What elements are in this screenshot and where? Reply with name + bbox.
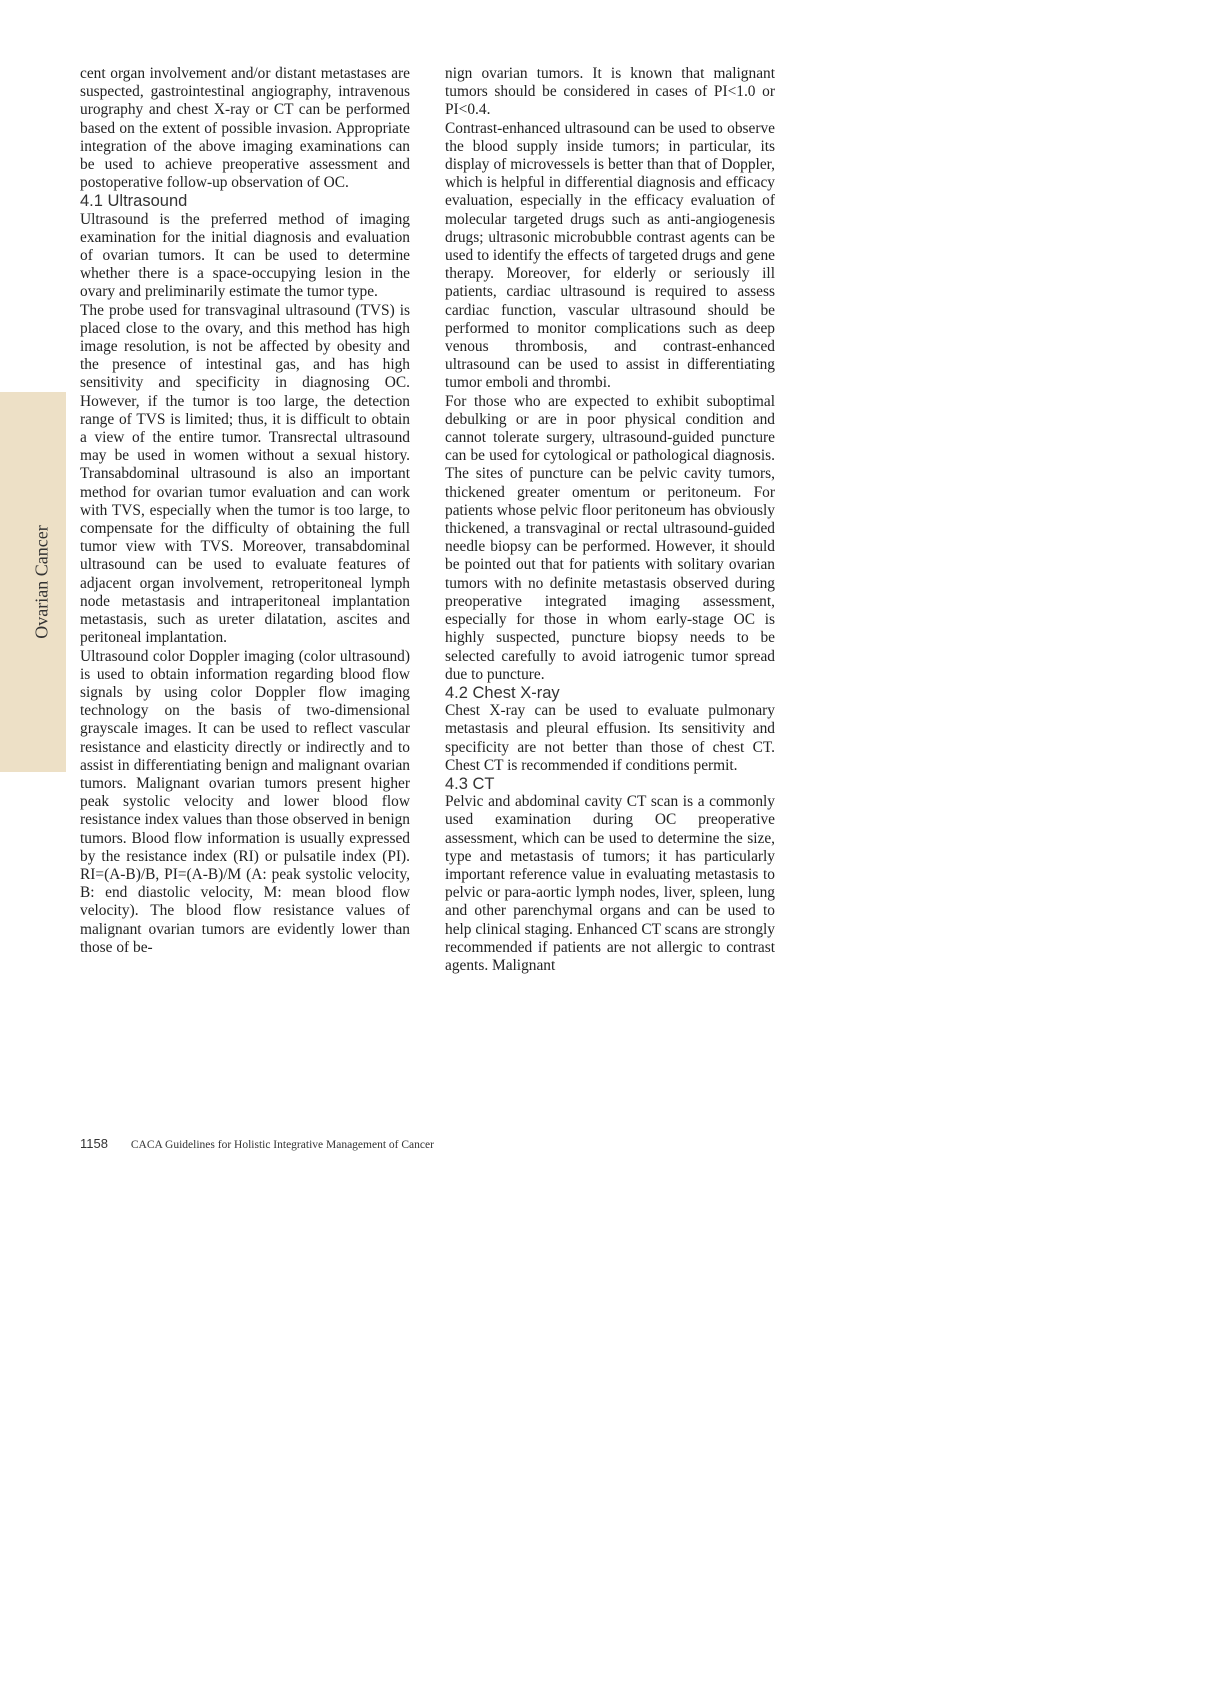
page-number: 1158	[80, 1136, 108, 1151]
section-heading-ct: 4.3 CT	[445, 774, 495, 793]
paragraph-guided-puncture: For those who are expected to exhibit suboptimal debulking or are in poor physical condition and cannot tolerate surgery, ultrasound-guided puncture can be used for cytological or pathological diagnosis. The sites of puncture can be pelvic cavity tumors, thickened greater omentum or peritoneum. For patients whose pelvic floor peritoneum has obviously thickened, a transvaginal or rectal ultrasound-guided needle biopsy can be performed. However, it should be pointed out that for patients with solitary ovarian tumors with no definite metastasis observed during preoperative integrated imaging assessment, especially for those in whom early-stage OC is highly suspected, puncture biopsy needs to be selected carefully to avoid iatrogenic tumor spread due to puncture.	[445, 392, 775, 683]
paragraph-continued: nign ovarian tumors. It is known that malignant tumors should be considered in cases of PI<1.0 or PI<0.4.	[445, 65, 775, 119]
paragraph-ct: Pelvic and abdominal cavity CT scan is a commonly used examination during OC preoperative assessment, which can be used to determine the size, type and metastasis of tumors; it has particularly important reference value in evaluating metastasis to pelvic or para-aortic lymph nodes, liver, spleen, lung and other parenchymal organs and can be used to help clinical staging. Enhanced CT scans are strongly recommended if patients are not allergic to contrast agents. Malignant	[445, 793, 775, 974]
side-tab-label: Ovarian Cancer	[31, 525, 52, 639]
left-column	[80, 65, 410, 957]
paragraph-chest-xray: Chest X-ray can be used to evaluate pulmonary metastasis and pleural effusion. Its sensitivity and specificity are not better than those of chest CT. Chest CT is recommended if conditions permit.	[445, 702, 775, 774]
paragraph-color-doppler: Ultrasound color Doppler imaging (color ultrasound) is used to obtain information regarding blood flow signals by using color Doppler flow imaging technology on the basis of two-dimensional grayscale images. It can be used to reflect vascular resistance and elasticity directly or indirectly and to assist in differentiating benign and malignant ovarian tumors. Malignant ovarian tumors present higher peak systolic velocity and lower blood flow resistance index values than those observed in benign tumors. Blood flow information is usually expressed by the resistance index (RI) or pulsatile index (PI). RI=(A-B)/B, PI=(A-B)/M (A: peak systolic velocity, B: end diastolic velocity, M: mean blood flow velocity). The blood flow resistance values of malignant ovarian tumors are evidently lower than those of be-	[80, 647, 410, 956]
paragraph-transvaginal-ultrasound: The probe used for transvaginal ultrasound (TVS) is placed close to the ovary, and this method has high image resolution, is not be affected by obesity and the presence of intestinal gas, and has high sensitivity and specificity in diagnosing OC. However, if the tumor is too large, the detection range of TVS is limited; thus, it is difficult to obtain a view of the entire tumor. Transrectal ultrasound may be used in women without a sexual history. Transabdominal ultrasound is also an important method for ovarian tumor evaluation and can work with TVS, especially when the tumor is too large, to compensate for the difficulty of obtaining the full tumor view with TVS. Moreover, transabdominal ultrasound can be used to evaluate features of adjacent organ involvement, retroperitoneal lymph node metastasis and intraperitoneal implantation metastasis, such as ureter dilatation, ascites and peritoneal implantation.	[80, 301, 410, 647]
paragraph-ultrasound-overview: Ultrasound is the preferred method of imaging examination for the initial diagnosis and evaluation of ovarian tumors. It can be used to determine whether there is a space-occupying lesion in the ovary and preliminarily estimate the tumor type.	[80, 210, 410, 301]
running-title: CACA Guidelines for Holistic Integrative Management of Cancer	[130, 1139, 434, 1151]
section-heading-ultrasound: 4.1 Ultrasound	[80, 192, 188, 211]
page-footer	[80, 1136, 434, 1151]
paragraph-intro: cent organ involvement and/or distant metastases are suspected, gastrointestinal angiography, intravenous urography and chest X-ray or CT can be performed based on the extent of possible invasion. Appropriate integration of the above imaging examinations can be used to achieve preoperative assessment and postoperative follow-up observation of OC.	[80, 65, 410, 192]
section-heading-chest-xray: 4.2 Chest X-ray	[445, 683, 560, 702]
paragraph-contrast-ultrasound: Contrast-enhanced ultrasound can be used to observe the blood supply inside tumors; in particular, its display of microvessels is better than that of Doppler, which is helpful in differential diagnosis and efficacy evaluation, especially in the efficacy evaluation of molecular targeted drugs such as anti-angiogenesis drugs; ultrasonic microbubble contrast agents can be used to identify the effects of targeted drugs and gene therapy. Moreover, for elderly or seriously ill patients, cardiac ultrasound is required to assess cardiac function, vascular ultrasound should be performed to monitor complications such as deep venous thrombosis, and contrast-enhanced ultrasound can be used to assist in differentiating tumor emboli and thrombi.	[445, 119, 775, 392]
right-column	[445, 65, 775, 975]
